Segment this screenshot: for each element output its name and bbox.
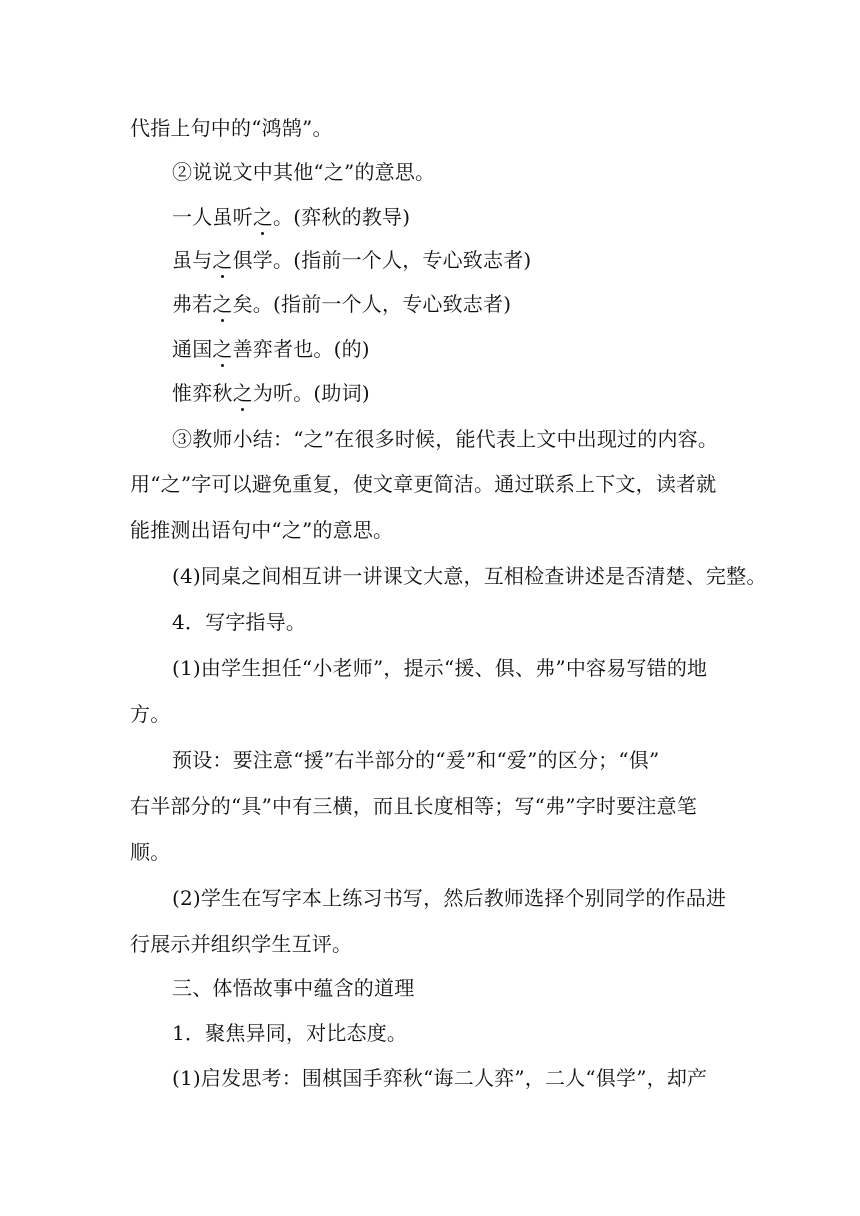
subsection-heading: 1．聚焦异同，对比态度。: [172, 1021, 408, 1045]
paragraph-line: 预设：要注意“援”右半部分的“爰”和“爱”的区分；“俱”: [172, 748, 660, 772]
example-text: 弗若: [172, 292, 213, 316]
dotted-character: 之: [212, 248, 233, 272]
example-line: [172, 292, 511, 316]
section-heading: 4．写字指导。: [172, 610, 307, 634]
paragraph-line: (1)启发思考：围棋国手弈秋“诲二人弈”，二人“俱学”，却产: [172, 1066, 708, 1090]
paragraph-line: 顺。: [130, 840, 171, 864]
question-2-line: ②说说文中其他“之”的意思。: [172, 160, 436, 184]
paragraph-line: (2)学生在写字本上练习书写，然后教师选择个别同学的作品进: [172, 886, 727, 910]
example-explanation: 俱学。(指前一个人，专心致志者): [232, 248, 532, 272]
dotted-character: 之: [232, 381, 253, 405]
paragraph-line: 能推测出语句中“之”的意思。: [130, 518, 394, 542]
example-explanation: 。(弈秋的教导): [273, 205, 411, 229]
example-explanation: 为听。(助词): [252, 381, 370, 405]
example-text: 惟弈秋: [172, 381, 233, 405]
paragraph-line: (1)由学生担任“小老师”，提示“援、俱、弗”中容易写错的地: [172, 656, 708, 680]
example-line: [172, 205, 410, 229]
dotted-character: 之: [252, 205, 274, 229]
paragraph-line: 用“之”字可以避免重复，使文章更简洁。通过联系上下文，读者就: [130, 472, 717, 496]
example-line: [172, 381, 370, 405]
paragraph-line: 方。: [130, 702, 171, 726]
example-explanation: 善弈者也。(的): [232, 337, 370, 361]
example-text: 一人虽听: [172, 205, 253, 229]
dotted-character: 之: [212, 337, 233, 361]
example-text: 通国: [172, 337, 213, 361]
paragraph-line: 右半部分的“具”中有三横，而且长度相等；写“弗”字时要注意笔: [130, 794, 697, 818]
teacher-summary-line: ③教师小结：“之”在很多时候，能代表上文中出现过的内容。: [172, 427, 719, 451]
example-text: 虽与: [172, 248, 213, 272]
paragraph-line: 行展示并组织学生互评。: [130, 932, 353, 956]
example-line: [172, 248, 531, 272]
paragraph-line: (4)同桌之间相互讲一讲课文大意，互相检查讲述是否清楚、完整。: [172, 564, 767, 588]
example-line: [172, 337, 370, 361]
dotted-character: 之: [212, 292, 233, 316]
section-heading: 三、体悟故事中蕴含的道理: [172, 976, 415, 1000]
example-explanation: 矣。(指前一个人，专心致志者): [232, 292, 512, 316]
paragraph-line: 代指上句中的“鸿鹄”。: [130, 116, 333, 140]
